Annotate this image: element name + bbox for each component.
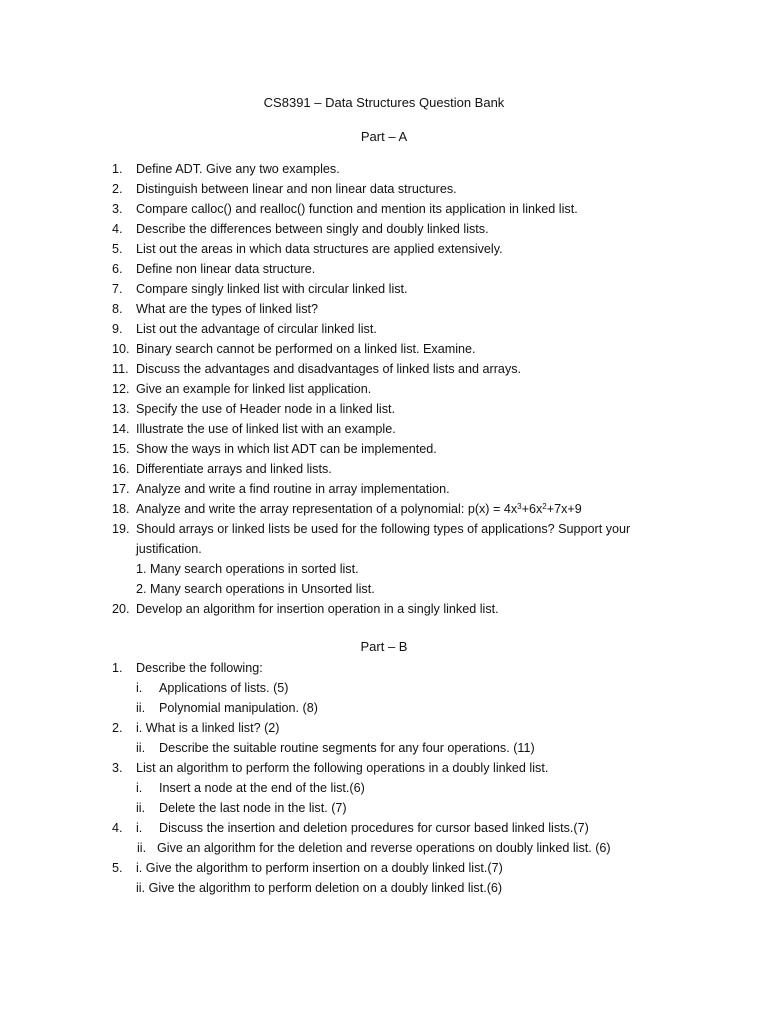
- question-item: [0, 459, 700, 479]
- question-text: Give an example for linked list application.: [136, 382, 372, 396]
- subquestion-number: i.: [136, 821, 143, 835]
- question-item: [0, 658, 700, 678]
- subquestion-text: Discuss the insertion and deletion procedures for cursor based linked lists.(7): [159, 821, 589, 835]
- question-text: Differentiate arrays and linked lists.: [136, 462, 332, 476]
- question-number: 18.: [112, 502, 130, 516]
- question-continuation: [0, 539, 700, 559]
- question-item: [0, 259, 700, 279]
- question-number: 14.: [112, 422, 130, 436]
- question-item: [0, 479, 700, 499]
- polynomial-mid: +6x: [521, 502, 543, 516]
- question-item: [0, 319, 700, 339]
- question-item: [0, 818, 700, 838]
- question-item: [0, 419, 700, 439]
- question-item: [0, 179, 700, 199]
- question-subitem: [0, 579, 700, 599]
- question-number: 3.: [112, 761, 123, 775]
- subquestion-text: Delete the last node in the list. (7): [159, 801, 347, 815]
- question-continuation: [0, 878, 700, 898]
- question-text: Binary search cannot be performed on a linked list. Examine.: [136, 342, 476, 356]
- subquestion-number: i.: [136, 781, 143, 795]
- question-number: 2.: [112, 182, 123, 196]
- question-item: [0, 279, 700, 299]
- subquestion-item: [0, 778, 700, 798]
- subquestion-number: i.: [136, 681, 143, 695]
- question-number: 20.: [112, 602, 130, 616]
- subquestion-text: Polynomial manipulation. (8): [159, 701, 318, 715]
- subquestion-number: ii.: [136, 801, 146, 815]
- question-text: i. What is a linked list? (2): [136, 721, 280, 735]
- exponent-3: 3: [517, 502, 522, 511]
- question-number: 9.: [112, 322, 123, 336]
- question-text: Describe the differences between singly and doubly linked lists.: [136, 222, 489, 236]
- question-text: List out the advantage of circular linked list.: [136, 322, 377, 336]
- question-text: What are the types of linked list?: [136, 302, 319, 316]
- question-item: [0, 599, 700, 619]
- question-item: [0, 379, 700, 399]
- question-number: 4.: [112, 222, 123, 236]
- part-b-heading: Part – B: [360, 639, 408, 654]
- question-text: List an algorithm to perform the following operations in a doubly linked list.: [136, 761, 549, 775]
- question-number: 1.: [112, 661, 123, 675]
- question-item: [0, 718, 700, 738]
- part-b-question-list: [0, 658, 700, 898]
- subquestion-text: Give an algorithm for the deletion and reverse operations on doubly linked list. (6): [157, 841, 611, 855]
- subquestion-item: [0, 738, 700, 758]
- question-number: 6.: [112, 262, 123, 276]
- question-number: 17.: [112, 482, 130, 496]
- question-number: 16.: [112, 462, 130, 476]
- question-text: [136, 499, 582, 519]
- question-text: Develop an algorithm for insertion operation in a singly linked list.: [136, 602, 499, 616]
- question-text: Define non linear data structure.: [136, 262, 316, 276]
- subquestion-text: Describe the suitable routine segments for any four operations. (11): [159, 741, 535, 755]
- subquestion-number: ii.: [136, 741, 146, 755]
- question-text-continuation: justification.: [136, 542, 202, 556]
- question-text: Show the ways in which list ADT can be implemented.: [136, 442, 437, 456]
- question-text: Compare singly linked list with circular linked list.: [136, 282, 408, 296]
- question-item: [0, 359, 700, 379]
- question-number: 3.: [112, 202, 123, 216]
- question-number: 8.: [112, 302, 123, 316]
- question-item: [0, 199, 700, 219]
- exponent-2: 2: [542, 502, 547, 511]
- subquestion-number: ii.: [137, 841, 147, 855]
- polynomial-text: Analyze and write the array representation of a polynomial: p(x) = 4x: [136, 502, 518, 516]
- question-number: 12.: [112, 382, 130, 396]
- question-text: Define ADT. Give any two examples.: [136, 162, 340, 176]
- subquestion-item: [0, 698, 700, 718]
- part-a-question-list: [0, 159, 700, 619]
- question-text-continuation: ii. Give the algorithm to perform deletion on a doubly linked list.(6): [136, 881, 503, 895]
- question-number: 1.: [112, 162, 123, 176]
- question-item: [0, 758, 700, 778]
- question-item: [0, 219, 700, 239]
- question-subitem: [0, 559, 700, 579]
- question-text: i. Give the algorithm to perform insertion on a doubly linked list.(7): [136, 861, 503, 875]
- question-item: [0, 399, 700, 419]
- question-text: Describe the following:: [136, 661, 263, 675]
- question-number: 4.: [112, 821, 123, 835]
- question-item: [0, 299, 700, 319]
- question-text: List out the areas in which data structures are applied extensively.: [136, 242, 503, 256]
- question-number: 19.: [112, 522, 130, 536]
- question-number: 11.: [112, 362, 129, 376]
- question-number: 5.: [112, 242, 123, 256]
- part-a-heading: Part – A: [360, 129, 408, 144]
- question-item: [0, 858, 700, 878]
- subquestion-item: [0, 798, 700, 818]
- question-item: [0, 439, 700, 459]
- question-number: 13.: [112, 402, 130, 416]
- question-text: Should arrays or linked lists be used for the following types of applications? Support your: [136, 522, 631, 536]
- subquestion-text: Insert a node at the end of the list.(6): [159, 781, 365, 795]
- question-number: 15.: [112, 442, 130, 456]
- polynomial-tail: +7x+9: [546, 502, 582, 516]
- question-item: [0, 499, 700, 519]
- subitem-text: 2. Many search operations in Unsorted list.: [136, 582, 375, 596]
- question-text: Compare calloc() and realloc() function and mention its application in linked list.: [136, 202, 578, 216]
- question-number: 7.: [112, 282, 123, 296]
- question-text: Distinguish between linear and non linear data structures.: [136, 182, 457, 196]
- question-item: [0, 159, 700, 179]
- question-text: Specify the use of Header node in a linked list.: [136, 402, 396, 416]
- question-text: Analyze and write a find routine in array implementation.: [136, 482, 450, 496]
- subquestion-text: Applications of lists. (5): [159, 681, 289, 695]
- question-item: [0, 239, 700, 259]
- document-title: CS8391 – Data Structures Question Bank: [263, 95, 505, 110]
- question-item: [0, 339, 700, 359]
- question-text: Illustrate the use of linked list with an example.: [136, 422, 396, 436]
- question-number: 2.: [112, 721, 123, 735]
- subquestion-item: [0, 678, 700, 698]
- subquestion-number: ii.: [136, 701, 146, 715]
- question-number: 5.: [112, 861, 123, 875]
- subitem-text: 1. Many search operations in sorted list.: [136, 562, 359, 576]
- subquestion-item: [0, 838, 700, 858]
- question-text: Discuss the advantages and disadvantages of linked lists and arrays.: [136, 362, 522, 376]
- question-number: 10.: [112, 342, 130, 356]
- question-item: [0, 519, 700, 539]
